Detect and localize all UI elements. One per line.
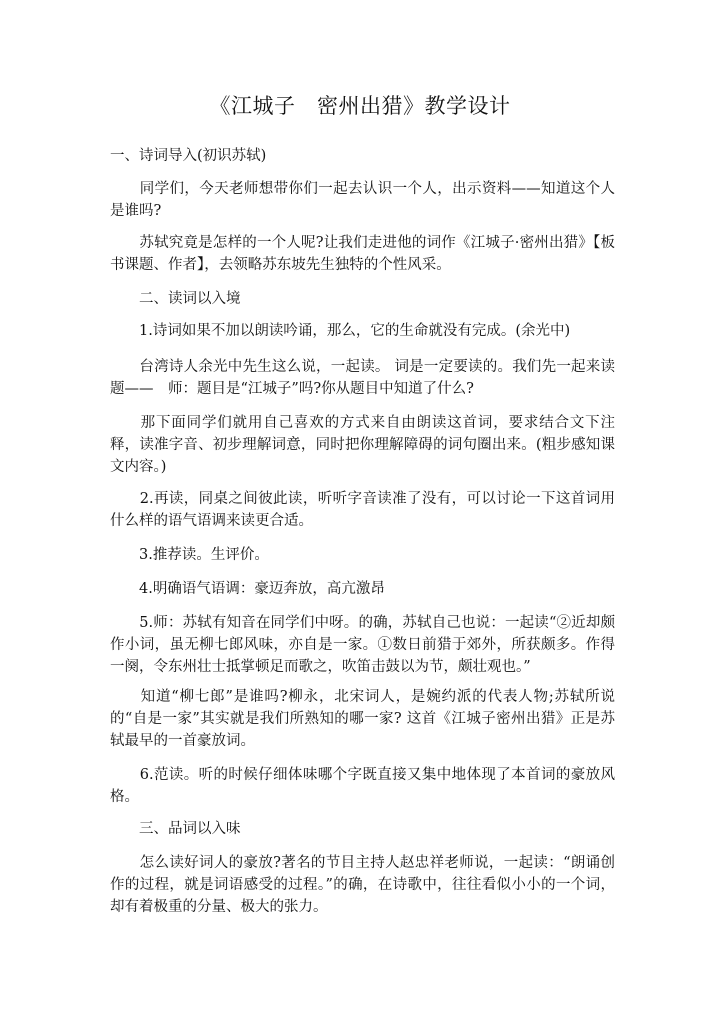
document-title: 《江城子 密州出猎》教学设计 bbox=[209, 94, 511, 118]
paragraph-read-title: 台湾诗人余光中先生这么说，一起读。 词是一定要读的。我们先一起来读题—— 师：题目是“江城子”吗?你从题目中知道了什么? bbox=[110, 359, 615, 397]
paragraph-intro: 同学们，今天老师想带你们一起去认识一个人，出示资料——知道这个人是谁吗? bbox=[110, 181, 615, 219]
paragraph-sushi: 苏轼究竟是怎样的一个人呢?让我们走进他的词作《江城子·密州出猎》【板书课题、作者】，去领略苏东坡先生独特的个性风采。 bbox=[110, 235, 615, 273]
paragraph-liu-qilang: 知道“柳七郎”是谁吗?柳永，北宋词人，是婉约派的代表人物;苏轼所说的“自是一家”其实就是我们所熟知的哪一家? 这首《江城子密州出猎》正是苏轼最早的一首豪放词。 bbox=[110, 689, 615, 749]
paragraph-haofang: 怎么读好词人的豪放?著名的节目主持人赵忠祥老师说，一起读：“朗诵创作的过程，就是词语感受的过程。”的确，在诗歌中，往往看似小小的一个词，却有着极重的分量、极大的张力。 bbox=[110, 855, 615, 915]
paragraph-point-5: 5.师：苏轼有知音在同学们中呀。的确，苏轼自己也说：一起读“②近却颇作小词，虽无柳七郎风味，亦自是一家。①数日前猎于郊外，所获颇多。作得一阕，令东州壮士抵掌顿足而歌之，吹笛击鼓以为节，颇壮观也。” bbox=[110, 615, 615, 675]
paragraph-point-4: 4.明确语气语调：豪迈奔放，高亢激昂 bbox=[110, 581, 385, 597]
section-heading-2: 二、读词以入境 bbox=[110, 291, 241, 307]
paragraph-point-3: 3.推荐读。生评价。 bbox=[110, 547, 269, 563]
paragraph-point-1: 1.诗词如果不加以朗读吟诵，那么，它的生命就没有完成。(余光中) bbox=[110, 323, 571, 339]
section-heading-1: 一、诗词导入(初识苏轼) bbox=[110, 148, 267, 164]
section-heading-3: 三、品词以入味 bbox=[110, 821, 241, 837]
paragraph-point-6: 6.范读。听的时候仔细体味哪个字既直接又集中地体现了本首词的豪放风格。 bbox=[110, 767, 615, 805]
paragraph-point-2: 2.再读，同桌之间彼此读，听听字音读准了没有，可以讨论一下这首词用什么样的语气语调来读更合适。 bbox=[110, 491, 615, 529]
paragraph-free-reading: 那下面同学们就用自己喜欢的方式来自由朗读这首词，要求结合文下注释，读准字音、初步理解词意，同时把你理解障碍的词句圈出来。(粗步感知课文内容。) bbox=[110, 415, 615, 475]
